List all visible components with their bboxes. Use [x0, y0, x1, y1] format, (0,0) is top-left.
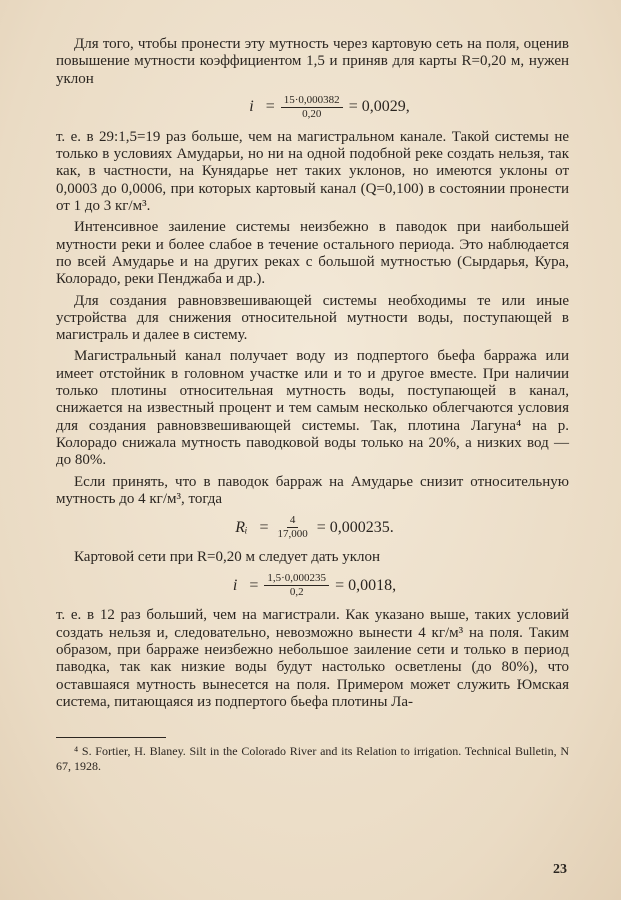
paragraph-3: Интенсивное заиление системы неизбежно в паводок при наибольшей мутности реки и более слабое в течение остального периода. Это наблюдается по всей Амударье и на других реках с большой мутностью (Сырдарья, Кура, Колорадо, реки Пенджаба и др.). — [56, 219, 569, 288]
footnote: ⁴ S. Fortier, H. Blaney. Silt in the Colorado River and its Relation to irrigation. Technical Bulletin, N 67, 1928. — [56, 744, 569, 774]
paragraph-7: Картовой сети при R=0,20 м следует дать уклон — [74, 549, 381, 566]
formula-2-equals: = — [259, 518, 269, 536]
formula-3-result: = 0,0018, — [335, 576, 397, 594]
paragraph-1: Для того, чтобы пронести эту мутность через картовую сеть на поля, оценив повышение мутности коэффициентом 1,5 и приняв для карты R=0,20 м, нужен уклон — [56, 36, 569, 87]
formula-3-equals: = — [249, 576, 259, 594]
paragraph-2: т. е. в 29:1,5=19 раз больше, чем на магистральном канале. Такой системы не только в условиях Амударьи, но ни на одной подобной реке создать нельзя, так как, в частности, на Кунядарье нет таких уклонов, но имеются уклоны от 0,0003 до 0,0006, при которых картовый канал (Q=0,100) в состоянии пронести от 1 до 3 кг/м³. — [56, 128, 569, 215]
paragraph-4: Для создания равновзвешивающей системы необходимы те или иные устройства для снижения относительной мутности воды, поступающей в магистраль и далее в систему. — [56, 292, 569, 344]
formula-2-result: = 0,000235. — [316, 518, 394, 536]
paragraph-5: Магистральный канал получает воду из подпертого бьефа барража или имеет отстойник в головном участке или и то и другое вместе. При наличии только плотины относительная мутность воды, поступающей в канал, снижается на известный процент и тем самым несколько облегчаются условия для создания равновзвешивающей системы. Так, плотина Лагуна⁴ на р. Колорадо снижала мутность паводковой воды только на 20%, а низких вод — до 80%. — [56, 348, 569, 469]
formula-3-fraction — [264, 572, 329, 599]
formula-slope-2 — [66, 572, 569, 599]
formula-1-denominator: 0,20 — [302, 107, 322, 120]
formula-2-fraction — [275, 514, 311, 541]
paragraph-8: т. е. в 12 раз больший, чем на магистрали. Как указано выше, таких условий создать нельзя и, следовательно, невозможно вынести 4 кг/м³ на поля. Таким образом, при барраже неизбежно небольшое заиление сети и только в период паводка, так как низкие воды будут настолько осветлены (до 80%), что оставшаяся мутность вынесется на поля. Примером может служить Юмская система, питающаяся из подпертого бьефа плотины Ла- — [56, 607, 569, 710]
formula-1-numerator: 15·0,000382 — [281, 94, 343, 108]
formula-1-equals: = — [265, 98, 275, 116]
paragraph-6: Если принять, что в паводок барраж на Амударье снизит относительную мутность до 4 кг/м³, тогда — [56, 473, 569, 507]
page-number: 23 — [553, 862, 567, 877]
formula-3-variable: i — [232, 576, 238, 594]
formula-1-fraction — [281, 94, 343, 121]
formula-relative-turbidity — [66, 514, 569, 541]
formula-2-numerator: 4 — [287, 514, 299, 528]
formula-1-result: = 0,0029, — [348, 98, 410, 116]
formula-2-denominator: 17,000 — [277, 528, 308, 541]
formula-3-denominator: 0,2 — [289, 586, 304, 599]
footnote-divider — [56, 737, 166, 738]
formula-3-numerator: 1,5·0,000235 — [264, 572, 329, 586]
formula-1-variable: i — [249, 98, 254, 116]
formula-2-variable: Rᵢ — [235, 518, 248, 536]
formula-slope-1 — [96, 94, 569, 121]
